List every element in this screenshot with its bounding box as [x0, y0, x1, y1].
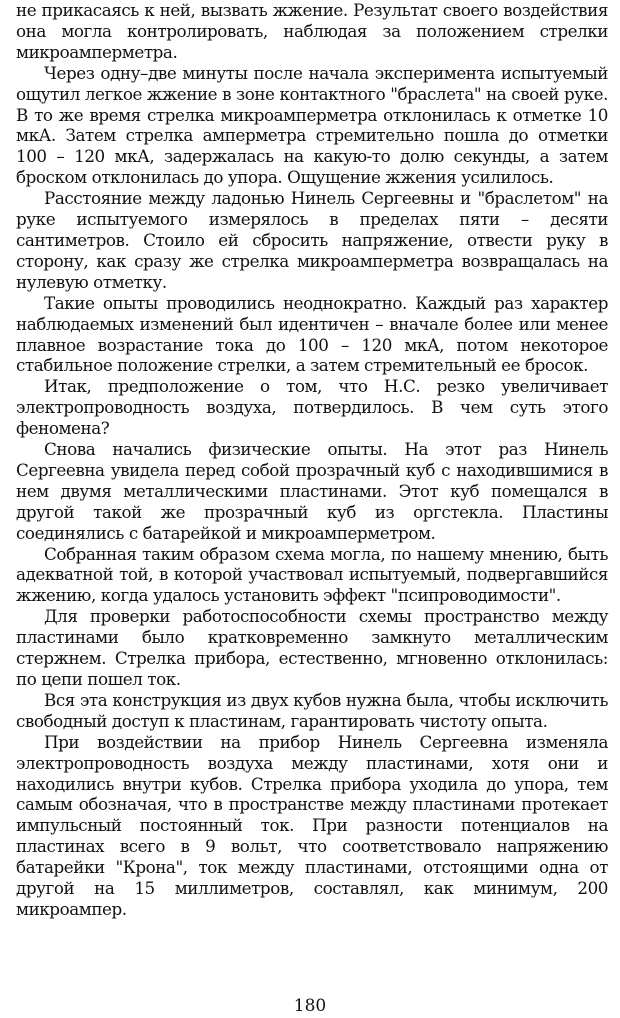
paragraph: Такие опыты проводились неоднократно. Каждый раз характер наблюдаемых изменений был идентичен – вначале более или менее плавное возрастание тока до 100 – 120 мкА, потом некоторое стабильное положение стрелки, а затем стремительный ее бросок. — [16, 292, 608, 376]
paragraph: Вся эта конструкция из двух кубов нужна была, чтобы исключить свободный доступ к пластинам, гарантировать чистоту опыта. — [16, 689, 608, 731]
paragraph: При воздействии на прибор Нинель Сергеевна изменяла электропроводность воздуха между пластинами, хотя они и находились внутри кубов. Стрелка прибора уходила до упора, тем самым обозначая, что в пространстве между пластинами протекает импульсный постоянный ток. При разности потенциалов на пластинах всего в 9 вольт, что соответствовало напряжению батарейки "Крона", ток между пластинами, отстоящими одна от другой на 15 миллиметров, составлял, как минимум, 200 микроампер. — [16, 731, 608, 919]
paragraph: Для проверки работоспособности схемы пространство между пластинами было кратковременно замкнуто металлическим стержнем. Стрелка прибора, естественно, мгновенно отклонилась: по цепи пошел ток. — [16, 606, 608, 689]
paragraph: Собранная таким образом схема могла, по нашему мнению, быть адекватной той, в которой участвовал испытуемый, подвергавшийся жжению, когда удалось установить эффект "псипроводимости". — [16, 543, 608, 606]
paragraph: Через одну–две минуты после начала эксперимента испытуемый ощутил легкое жжение в зоне контактного "браслета" на своей руке. В то же время стрелка микроамперметра отклонилась к отметке 10 мкА. Затем стрелка амперметра стремительно пошла до отметки 100 – 120 мкА, задержалась на какую-то долю секунды, а затем броском отклонилась до упора. Ощущение жжения усилилось. — [16, 62, 608, 188]
paragraph: Расстояние между ладонью Нинель Сергеевны и "браслетом" на руке испытуемого измерялось в пределах пяти – десяти сантиметров. Стоило ей сбросить напряжение, отвести руку в сторону, как сразу же стрелка микроамперметра возвращалась на нулевую отметку. — [16, 188, 608, 292]
body-text — [16, 0, 608, 920]
page-number: 180 — [293, 996, 327, 1016]
paragraph: Итак, предположение о том, что Н.С. резко увеличивает электропроводность воздуха, потвердилось. В чем суть этого феномена? — [16, 376, 608, 439]
paragraph-continuation: не прикасаясь к ней, вызвать жжение. Результат своего воздействия она могла контролировать, наблюдая за положением стрелки микроамперметра. — [16, 0, 608, 62]
paragraph: Снова начались физические опыты. На этот раз Нинель Сергеевна увидела перед собой прозрачный куб с находившимися в нем двумя металлическими пластинами. Этот куб помещался в другой такой же прозрачный куб из оргстекла. Пластины соединялись с батарейкой и микроамперметром. — [16, 439, 608, 543]
